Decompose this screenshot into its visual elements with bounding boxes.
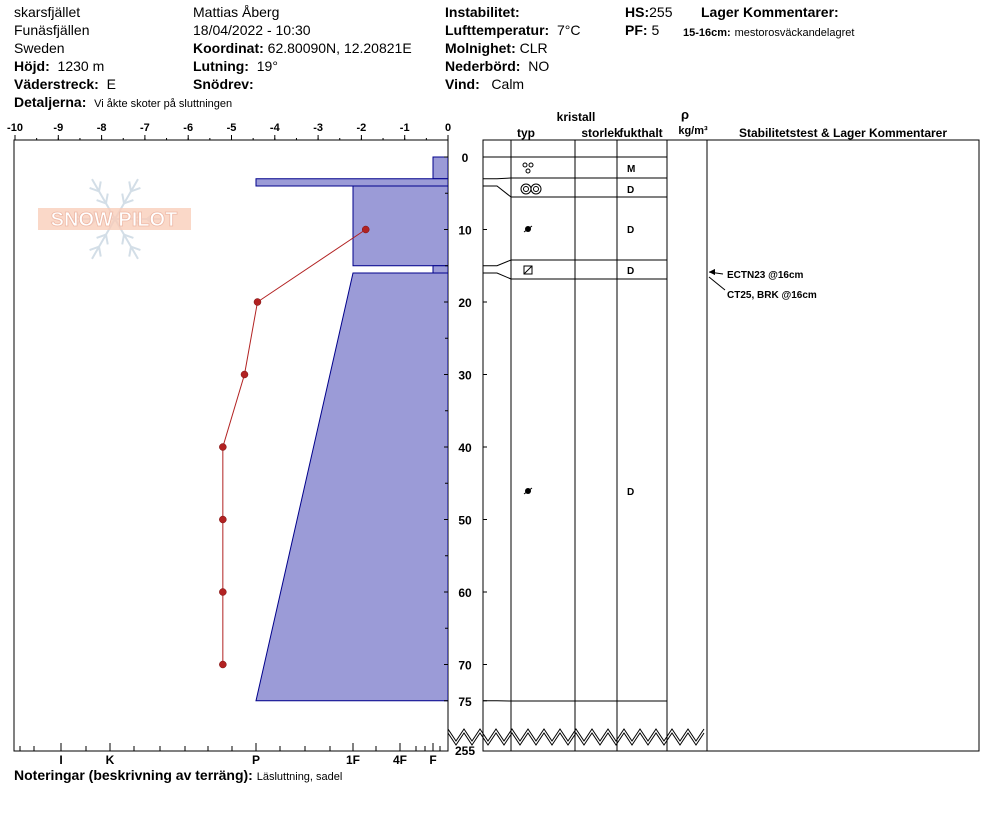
flake-branch — [99, 247, 101, 257]
temperature-point — [219, 589, 226, 596]
axis-break-zigzag — [448, 729, 704, 741]
aspect-label: Väderstreck: — [14, 76, 99, 92]
depth-tick-label: 10 — [458, 223, 472, 238]
stability-arrow — [709, 277, 725, 290]
rounded-grains-icon — [524, 226, 532, 232]
temp-tick-label: -1 — [399, 122, 410, 134]
depth-tick-label: 20 — [458, 296, 472, 310]
temp-tick-label: -2 — [356, 122, 367, 134]
hardness-layer — [256, 273, 448, 701]
flake-branch — [129, 247, 131, 257]
hardness-tick-label: 1F — [345, 753, 361, 767]
coordinate-value: 62.80090N, 12.20821E — [267, 40, 412, 56]
terrain-notes-value: Läsluttning, sadel — [256, 771, 343, 783]
precip-dot — [526, 169, 530, 173]
precipitation-particles-icon — [523, 163, 533, 173]
hardness-layer — [256, 179, 448, 186]
precip-label: Nederbörd: — [445, 58, 521, 74]
hardness-tick-label: K — [105, 753, 115, 767]
precip-dot — [523, 163, 527, 167]
moisture-value: D — [627, 225, 635, 236]
temperature-point — [219, 661, 226, 668]
melt-ring — [524, 187, 529, 192]
depth-tick-label: 255 — [454, 744, 476, 758]
temp-tick-label: -3 — [313, 122, 323, 134]
faceted-crystals-icon — [524, 266, 532, 274]
pf-value: 5 — [651, 22, 660, 38]
depth-tick-label: 30 — [458, 368, 472, 383]
stability-test-label: ECTN23 @16cm — [727, 270, 804, 281]
snowpilot-logo — [38, 179, 191, 259]
logo-text: SNOW PILOT — [50, 209, 178, 231]
depth-tick-label: 70 — [458, 658, 472, 673]
slope-label: Lutning: — [193, 58, 249, 74]
layer-comment-depth: 15-16cm: — [683, 27, 731, 39]
temperature-point — [219, 516, 226, 523]
flake-branch — [106, 194, 108, 204]
stability-arrow-head — [709, 269, 715, 275]
layer-comment-text: mestorosväckandelagret — [734, 27, 855, 39]
density-unit: kg/m³ — [678, 125, 708, 137]
melt-forms-icon — [521, 184, 541, 194]
moisture-value: M — [627, 164, 636, 175]
wind-value: Calm — [491, 76, 525, 92]
elevation-value: 1230 m — [57, 58, 105, 74]
hs-value: 255 — [649, 4, 673, 20]
layer-table-frame — [483, 140, 979, 751]
flake-branch — [122, 235, 124, 245]
rounded-grains-icon — [524, 488, 532, 494]
layer-connector — [483, 178, 511, 179]
sky-value: CLR — [519, 40, 548, 56]
hardness-tick-label: P — [251, 753, 261, 767]
observation-datetime: 18/04/2022 - 10:30 — [193, 22, 311, 38]
elevation-label: Höjd: — [14, 58, 50, 74]
depth-tick-label: 60 — [458, 586, 472, 600]
typ-header: typ — [517, 126, 535, 140]
density-symbol: ρ — [680, 107, 690, 122]
temp-tick-label: -6 — [183, 122, 194, 134]
hardness-layer — [353, 186, 448, 266]
flake-branch — [129, 181, 131, 191]
temp-tick-label: -9 — [53, 122, 64, 134]
hardness-tick-label: F — [429, 753, 437, 767]
observer-name: Mattias Åberg — [193, 4, 280, 20]
location-name: skarsfjället — [14, 4, 81, 20]
storlek-header: storlek — [581, 126, 621, 140]
wind-loading-label: Snödrev: — [193, 76, 254, 92]
hardness-layer — [433, 157, 448, 179]
temp-tick-label: -10 — [7, 122, 23, 134]
hs-label: HS: — [625, 4, 650, 20]
temp-tick-label: -5 — [226, 122, 237, 134]
precip-value: NO — [528, 58, 550, 74]
flake-branch — [99, 181, 101, 191]
moisture-value: D — [627, 487, 635, 498]
temp-tick-label: -7 — [140, 122, 150, 134]
slope-value: 19° — [256, 58, 278, 74]
temp-tick-label: 0 — [444, 122, 452, 134]
details-label: Detaljerna: — [14, 94, 87, 110]
aspect-value: E — [106, 76, 116, 92]
melt-ring — [534, 187, 539, 192]
facet-diag — [524, 266, 532, 274]
instability-label: Instabilitet: — [445, 4, 520, 20]
fukthalt-header: fukthalt — [619, 126, 663, 140]
stability-header: Stabilitetstest & Lager Kommentarer — [738, 126, 948, 140]
temperature-point — [219, 444, 226, 451]
flake-branch — [122, 194, 124, 204]
hardness-tick-label: 4F — [392, 753, 408, 767]
temp-tick-label: -8 — [96, 122, 107, 134]
coordinate-label: Koordinat: — [193, 40, 264, 56]
depth-tick-label: 50 — [458, 513, 472, 528]
moisture-value: D — [627, 266, 635, 277]
details-value: Vi åkte skoter på sluttningen — [94, 98, 233, 110]
terrain-notes-label: Noteringar (beskrivning av terräng): — [14, 767, 253, 783]
flake-branch — [106, 235, 108, 245]
layer-connector — [483, 186, 511, 197]
stability-test-label: CT25, BRK @16cm — [727, 290, 817, 301]
melt-ring — [521, 184, 531, 194]
sky-label: Molnighet: — [445, 40, 516, 56]
depth-tick-label: 40 — [458, 441, 472, 455]
temperature-point — [362, 226, 369, 233]
temp-tick-label: -4 — [269, 122, 280, 134]
precip-dot — [529, 163, 533, 167]
temperature-point — [241, 371, 248, 378]
depth-tick-label: 0 — [461, 151, 469, 165]
hardness-layer — [433, 266, 448, 273]
layer-connector — [483, 260, 511, 266]
melt-ring — [531, 184, 541, 194]
layer-comments-label: Lager Kommentarer: — [701, 4, 839, 20]
kristall-header: kristall — [556, 110, 596, 124]
pf-label: PF: — [625, 22, 648, 38]
hardness-tick-label: I — [59, 753, 63, 767]
air-temp-label: Lufttemperatur: — [445, 22, 550, 38]
area-name: Funäsfjällen — [14, 22, 90, 38]
country-name: Sweden — [14, 40, 65, 56]
air-temp-value: 7°C — [557, 22, 581, 38]
temperature-point — [254, 299, 261, 306]
layer-connector — [483, 273, 511, 279]
wind-label: Vind: — [445, 76, 480, 92]
moisture-value: D — [627, 185, 635, 196]
depth-tick-label: 75 — [458, 694, 472, 709]
